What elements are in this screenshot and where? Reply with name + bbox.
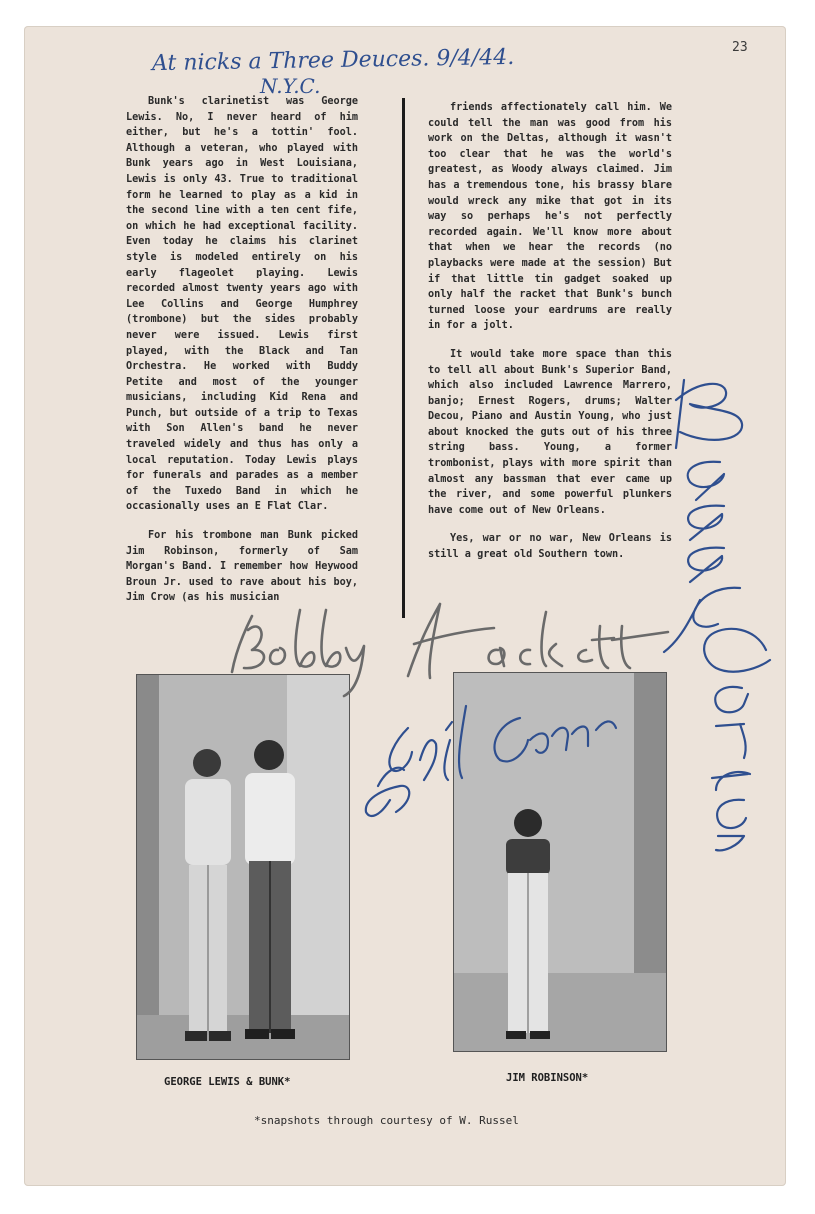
paragraph: friends affectionately call him. We could tell the man was good from his work on the Deltas, although it wasn't too clear that he was the world's greatest, as Woody always claimed. Jim has a tremendous tone, his brassy blare would wreck any mike that got in its way so perhaps he's not perfectly recorded again. We'll know more about that when we hear the records (no playbacks were made at the session) But if that little tin gadget soaked up only half the racket that Bunk's bunch turned loose your eardrums are really in for a jolt. — [428, 102, 672, 332]
photo-george-lewis-and-bunk — [136, 674, 350, 1060]
handwritten-location: N.Y.C. — [260, 74, 321, 98]
page-number: 23 — [732, 40, 748, 55]
paragraph: Bunk's clarinetist was George Lewis. No, I never heard of him either, but he's a tottin' fool. Although a veteran, who played with Bunk years ago in West Louisiana, Lewis is only 43. True to traditional form he learned to play as a kid in the second line with a ten cent fife, on which he had exceptional facility. Even today he claims his clarinet style is modeled entirely on his early flageolet playing. Lewis recorded almost twenty years ago with Lee Collins and George Humphrey (trombone) but the sides probably never were issued. Lewis first played, with the Black and Tan Orchestra. He worked with Buddy Petite and most of the younger musicians, including Kid Rena and Punch, but outside of a trip to Texas with Son Allen's band he never traveled widely and thus has only a local reputation. Today Lewis plays for funerals and parades as a member of the Tuxedo Band in which he occasionally uses an E Flat Clar. — [126, 96, 358, 513]
magazine-page — [24, 26, 786, 1186]
paragraph: It would take more space than this to tell all about Bunk's Superior Band, which also included Lawrence Marrero, banjo; Ernest Rogers, drums; Walter Decou, Piano and Austin Young, who just about knocked the guts out of his three string bass. Young, a former trombonist, plays with more spirit than almost any bassman that ever came up the river, and some powerful plunkers have come out of New Orleans. — [428, 348, 672, 516]
paragraph: For his trombone man Bunk picked Jim Robinson, formerly of Sam Morgan's Band. I remember how Heywood Broun Jr. used to rave about his boy, Jim Crow (as his musician — [126, 530, 358, 604]
paragraph: Yes, war or no war, New Orleans is still a great old Southern town. — [428, 533, 672, 561]
photo-figure — [454, 673, 666, 1051]
photo-jim-robinson — [453, 672, 667, 1052]
column-divider — [402, 98, 405, 618]
right-column — [428, 100, 672, 576]
photo-figures — [137, 675, 349, 1059]
photo-credit: *snapshots through courtesy of W. Russel — [254, 1114, 519, 1127]
photo-caption: JIM ROBINSON* — [506, 1072, 589, 1084]
photo-caption: GEORGE LEWIS & BUNK* — [164, 1076, 291, 1088]
left-column — [126, 94, 358, 619]
handwritten-header: At nicks a Three Deuces. 9/4/44. — [151, 44, 515, 77]
